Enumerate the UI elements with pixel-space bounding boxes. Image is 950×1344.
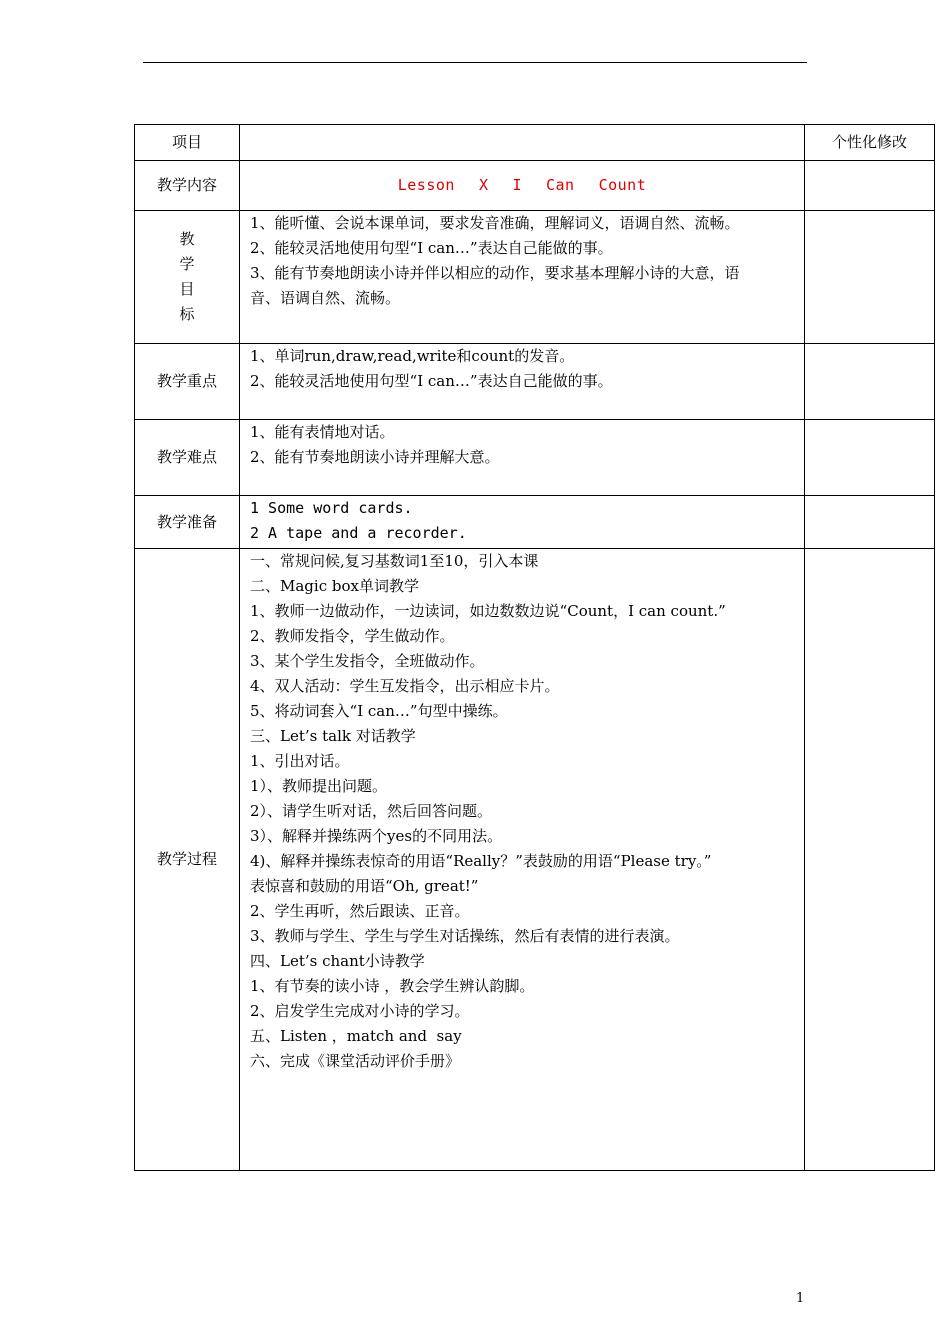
process-line: 六、完成《课堂活动评价手册》 bbox=[250, 1052, 461, 1070]
preparation-line: 2 A tape and a recorder. bbox=[250, 524, 467, 542]
objectives-label bbox=[135, 211, 240, 344]
difficulty-line: 1、能有表情地对话。 bbox=[250, 423, 395, 441]
objectives-label-char: 标 bbox=[179, 305, 195, 323]
objective-line: 音、语调自然、流畅。 bbox=[250, 289, 401, 307]
process-line: 2、启发学生完成对小诗的学习。 bbox=[250, 1002, 470, 1020]
lesson-title-word: Can bbox=[546, 176, 575, 194]
content-row bbox=[135, 161, 935, 211]
process-line: 1）、教师提出问题。 bbox=[250, 777, 388, 795]
lesson-plan-table bbox=[134, 124, 935, 1171]
objectives-label-char: 学 bbox=[179, 255, 195, 273]
difficulties-label: 教学难点 bbox=[135, 420, 240, 496]
process-line: 1、有节奏的读小诗 ，教会学生辨认韵脚。 bbox=[250, 977, 535, 995]
difficulties-content bbox=[240, 420, 805, 496]
content-edit-cell bbox=[805, 161, 935, 211]
header-rule bbox=[143, 62, 807, 63]
process-line: 一、常规问候,复习基数词1至10，引入本课 bbox=[250, 552, 539, 570]
lesson-title-word: Count bbox=[598, 176, 647, 194]
preparation-edit-cell bbox=[805, 496, 935, 549]
page-number: 1 bbox=[796, 1291, 805, 1306]
lesson-title-word: X bbox=[478, 176, 489, 194]
difficulties-row bbox=[135, 420, 935, 496]
objective-line: 2、能较灵活地使用句型“I can…”表达自己能做的事。 bbox=[250, 239, 613, 257]
key-points-label: 教学重点 bbox=[135, 344, 240, 420]
process-line: 4、双人活动：学生互发指令，出示相应卡片。 bbox=[250, 677, 560, 695]
preparation-row bbox=[135, 496, 935, 549]
process-line: 1、引出对话。 bbox=[250, 752, 350, 770]
header-personal-edit-label: 个性化修改 bbox=[805, 125, 935, 161]
process-line: 5、将动词套入“I can…”句型中操练。 bbox=[250, 702, 508, 720]
process-line: 3、某个学生发指令，全班做动作。 bbox=[250, 652, 485, 670]
lesson-title bbox=[240, 161, 805, 211]
process-label: 教学过程 bbox=[135, 549, 240, 1171]
header-row bbox=[135, 125, 935, 161]
objectives-label-char: 目 bbox=[179, 280, 195, 298]
key-points-edit-cell bbox=[805, 344, 935, 420]
difficulty-line: 2、能有节奏地朗读小诗并理解大意。 bbox=[250, 448, 500, 466]
header-blank bbox=[240, 125, 805, 161]
process-line: 3）、解释并操练两个yes的不同用法。 bbox=[250, 827, 503, 845]
objectives-label-char: 教 bbox=[179, 230, 195, 248]
lesson-title-word: Lesson bbox=[397, 176, 455, 194]
process-edit-cell bbox=[805, 549, 935, 1171]
objective-line: 3、能有节奏地朗读小诗并伴以相应的动作，要求基本理解小诗的大意，语 bbox=[250, 264, 740, 282]
lesson-title-word: I bbox=[512, 176, 522, 194]
header-item-label: 项目 bbox=[135, 125, 240, 161]
content-label: 教学内容 bbox=[135, 161, 240, 211]
objective-line: 1、能听懂、会说本课单词，要求发音准确，理解词义，语调自然、流畅。 bbox=[250, 214, 740, 232]
process-content bbox=[240, 549, 805, 1171]
process-line: 4)、解释并操练表惊奇的用语“Really？”表鼓励的用语“Please try。” bbox=[250, 852, 712, 870]
key-point-line: 2、能较灵活地使用句型“I can…”表达自己能做的事。 bbox=[250, 372, 613, 390]
process-line: 1、教师一边做动作，一边读词，如边数数边说“Count，I can count.” bbox=[250, 602, 726, 620]
process-line: 五、Listen ，match and say bbox=[250, 1027, 462, 1045]
process-line: 2、学生再听，然后跟读、正音。 bbox=[250, 902, 470, 920]
process-row bbox=[135, 549, 935, 1171]
process-line: 表惊喜和鼓励的用语“Oh, great!” bbox=[250, 877, 479, 895]
key-points-content bbox=[240, 344, 805, 420]
preparation-label: 教学准备 bbox=[135, 496, 240, 549]
objectives-edit-cell bbox=[805, 211, 935, 344]
objectives-content bbox=[240, 211, 805, 344]
preparation-line: 1 Some word cards. bbox=[250, 499, 413, 517]
key-point-line: 1、单词run,draw,read,write和count的发音。 bbox=[250, 347, 575, 365]
key-points-row bbox=[135, 344, 935, 420]
objectives-row bbox=[135, 211, 935, 344]
difficulties-edit-cell bbox=[805, 420, 935, 496]
process-line: 3、教师与学生、学生与学生对话操练，然后有表情的进行表演。 bbox=[250, 927, 680, 945]
preparation-content bbox=[240, 496, 805, 549]
process-line: 三、Let’s talk 对话教学 bbox=[250, 727, 416, 745]
process-line: 2、教师发指令，学生做动作。 bbox=[250, 627, 455, 645]
process-line: 四、Let’s chant小诗教学 bbox=[250, 952, 425, 970]
process-line: 二、Magic box单词教学 bbox=[250, 577, 419, 595]
process-line: 2）、请学生听对话，然后回答问题。 bbox=[250, 802, 493, 820]
